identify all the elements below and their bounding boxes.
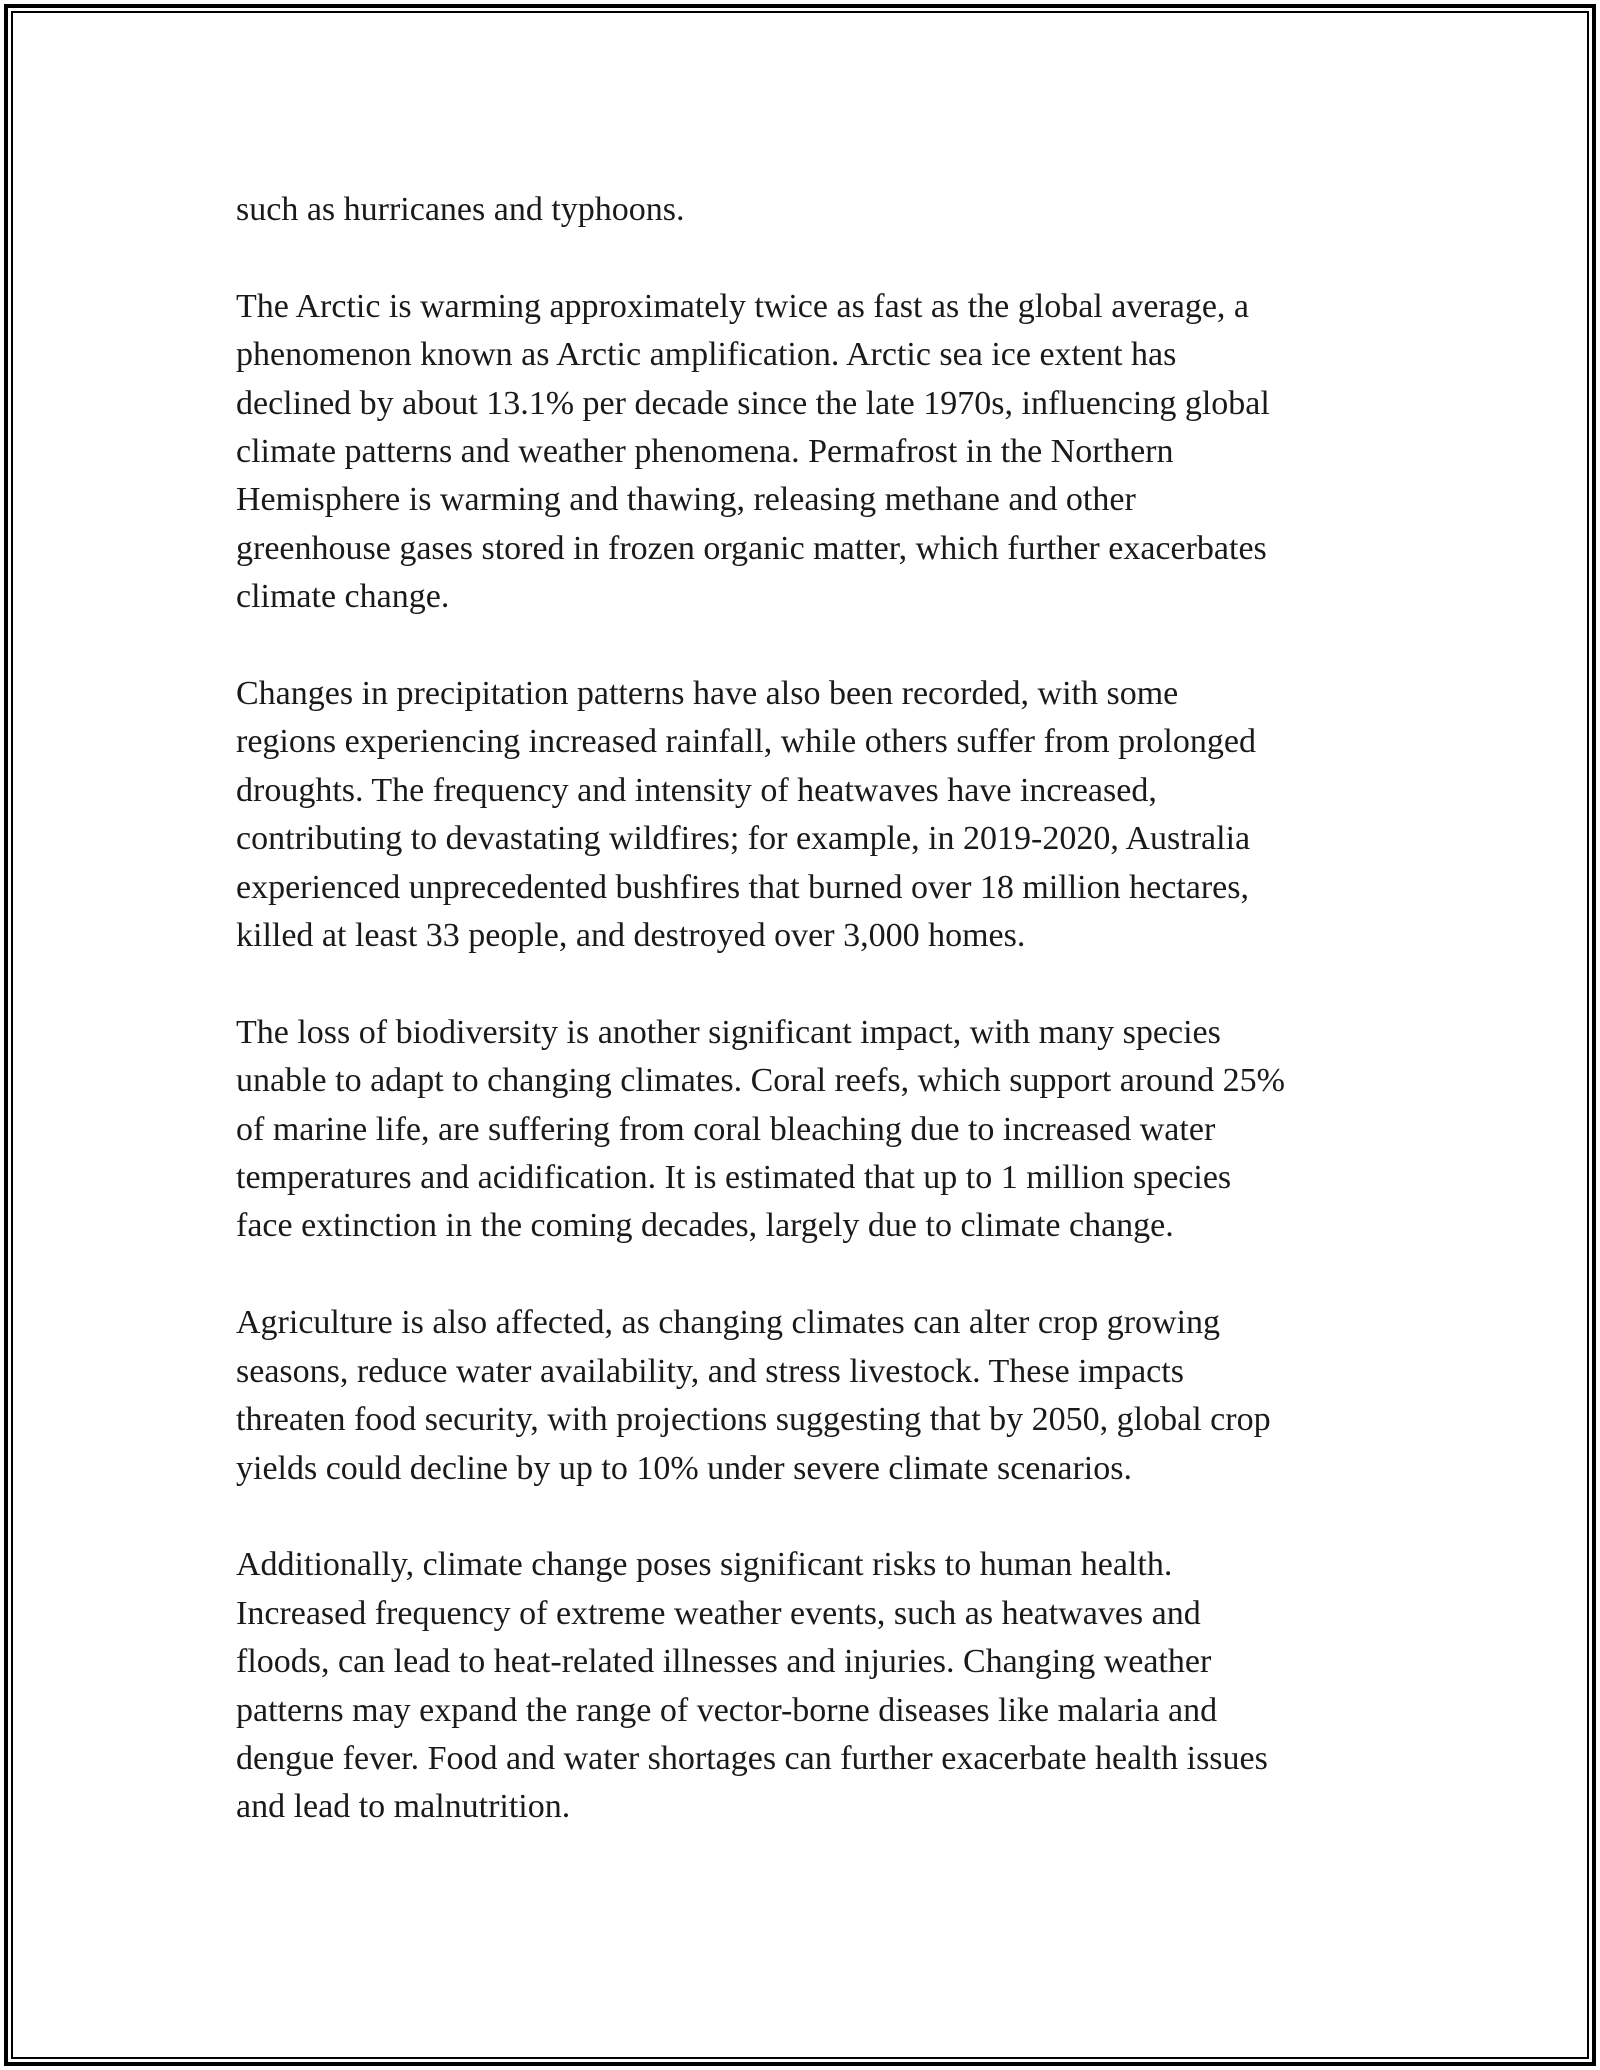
paragraph-agriculture: Agriculture is also affected, as changing climates can alter crop growing seasons, reduce water availability, and stress livestock. These impacts threaten food security, with projections suggesting that by 2050, global crop yields could decline by up to 10% under severe climate scenarios. (236, 1304, 1271, 1487)
paragraph-arctic-warming: The Arctic is warming approximately twice as fast as the global average, a phenomenon known as Arctic amplification. Arctic sea ice extent has declined by about 13.1% per decade since the late 1970s, influencing global climate patterns and weather phenomena. Permafrost in the Northern Hemisphere is warming and thawing, releasing methane and other greenhouse gases stored in frozen organic matter, which further exacerbates climate change. (236, 287, 1270, 616)
paragraph-continuation: such as hurricanes and typhoons. (236, 191, 685, 228)
paragraph-precipitation: Changes in precipitation patterns have also been recorded, with some regions experiencing increased rainfall, while others suffer from prolonged droughts. The frequency and intensity of heatwaves have increased, contributing to devastating wildfires; for example, in 2019-2020, Australia experienced unprecedented bushfires that burned over 18 million hectares, killed at least 33 people, and destroyed over 3,000 homes. (236, 675, 1256, 955)
paragraph-human-health: Additionally, climate change poses significant risks to human health. Increased frequency of extreme weather events, such as heatwaves and floods, can lead to heat-related illnesses and injuries. Changing weather patterns may expand the range of vector-borne diseases like malaria and dengue fever. Food and water shortages can further exacerbate health issues and lead to malnutrition. (236, 1546, 1268, 1826)
document-body (236, 186, 1386, 1880)
paragraph-biodiversity: The loss of biodiversity is another significant impact, with many species unable to adapt to changing climates. Coral reefs, which support around 25% of marine life, are suffering from coral bleaching due to increased water temperatures and acidification. It is estimated that up to 1 million species face extinction in the coming decades, largely due to climate change. (236, 1013, 1285, 1245)
